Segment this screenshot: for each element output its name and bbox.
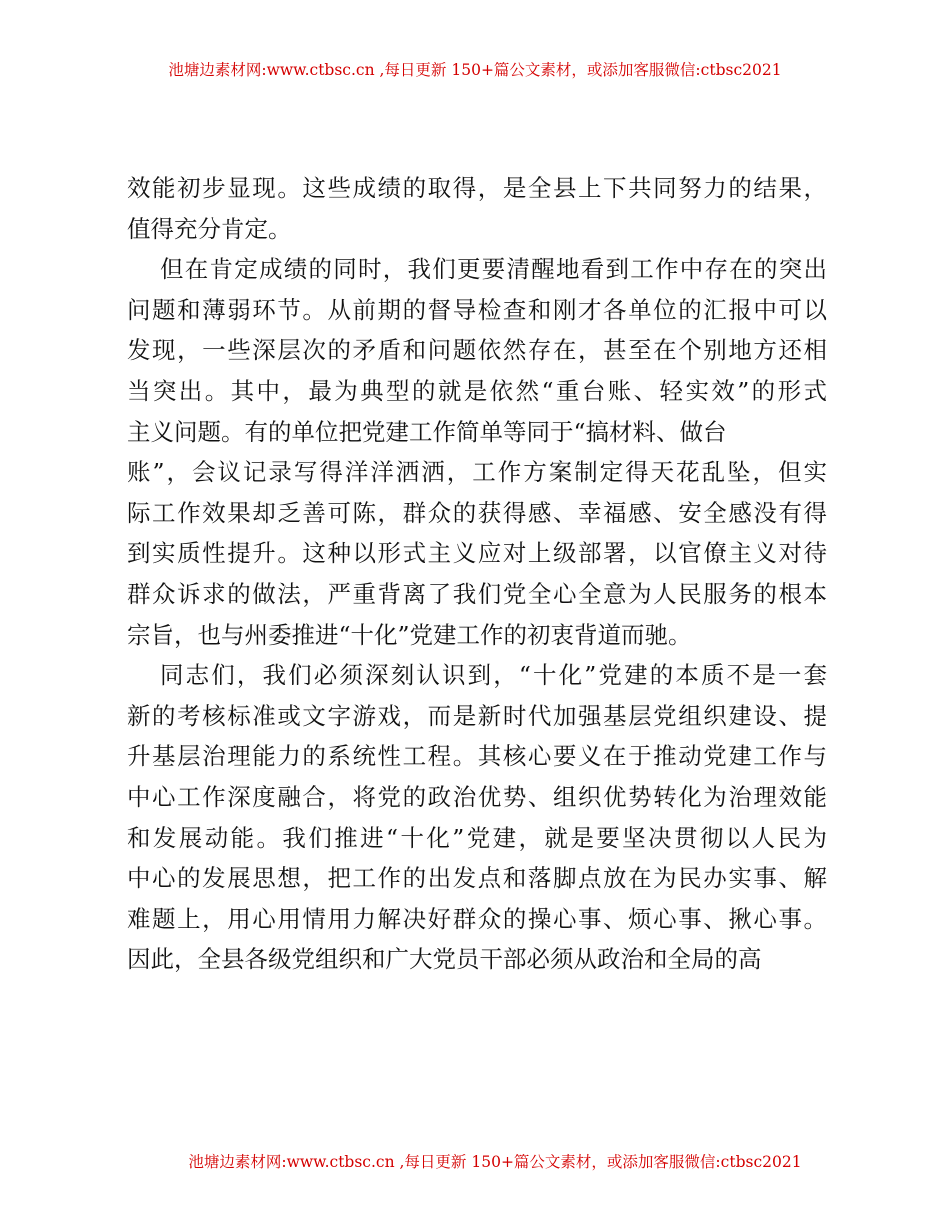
text-line: 群众诉求的做法，严重背离了我们党全心全意为人民服务的根本: [127, 579, 827, 608]
header-watermark-banner: 池塘边素材网:www.ctbsc.cn ,每日更新 150+篇公文素材，或添加客服微信:ctbsc2021: [168, 61, 782, 79]
text-line: 和发展动能。我们推进“十化”党建，就是要坚决贯彻以人民为: [127, 823, 827, 852]
text-line: 到实质性提升。这种以形式主义应对上级部署，以官僚主义对待: [127, 539, 827, 568]
text-line: 值得充分肯定。: [127, 214, 292, 243]
text-line: 问题和薄弱环节。从前期的督导检查和刚才各单位的汇报中可以: [127, 295, 827, 324]
text-line: 当突出。其中，最为典型的就是依然“重台账、轻实效”的形式: [127, 376, 827, 405]
paragraph-start-line: 同志们，我们必须深刻认识到，“十化”党建的本质不是一套: [160, 661, 827, 690]
paragraph-start-line: 但在肯定成绩的同时，我们更要清醒地看到工作中存在的突出: [160, 255, 827, 284]
text-line: 因此，全县各级党组织和广大党员干部必须从政治和全局的高: [127, 945, 762, 974]
text-line: 升基层治理能力的系统性工程。其核心要义在于推动党建工作与: [127, 742, 827, 771]
footer-watermark-banner: 池塘边素材网:www.ctbsc.cn ,每日更新 150+篇公文素材，或添加客服微信:ctbsc2021: [188, 1153, 802, 1171]
text-line: 新的考核标准或文字游戏，而是新时代加强基层党组织建设、提: [127, 701, 827, 730]
document-body: [127, 168, 827, 980]
text-line: 难题上，用心用情用力解决好群众的操心事、烦心事、揪心事。: [127, 904, 827, 933]
text-line: 效能初步显现。这些成绩的取得，是全县上下共同努力的结果，: [127, 174, 827, 202]
text-line: 中心工作深度融合，将党的政治优势、组织优势转化为治理效能: [127, 782, 827, 811]
text-line: 账”，会议记录写得洋洋洒洒，工作方案制定得天花乱坠，但实: [127, 458, 827, 487]
text-line: 际工作效果却乏善可陈，群众的获得感、幸福感、安全感没有得: [127, 498, 827, 527]
text-line: 主义问题。有的单位把党建工作简单等同于“搞材料、做台: [127, 417, 727, 446]
text-line: 中心的发展思想，把工作的出发点和落脚点放在为民办实事、解: [127, 864, 827, 893]
text-line: 发现，一些深层次的矛盾和问题依然存在，甚至在个别地方还相: [127, 336, 827, 365]
text-line: 宗旨，也与州委推进“十化”党建工作的初衷背道而驰。: [127, 620, 692, 649]
